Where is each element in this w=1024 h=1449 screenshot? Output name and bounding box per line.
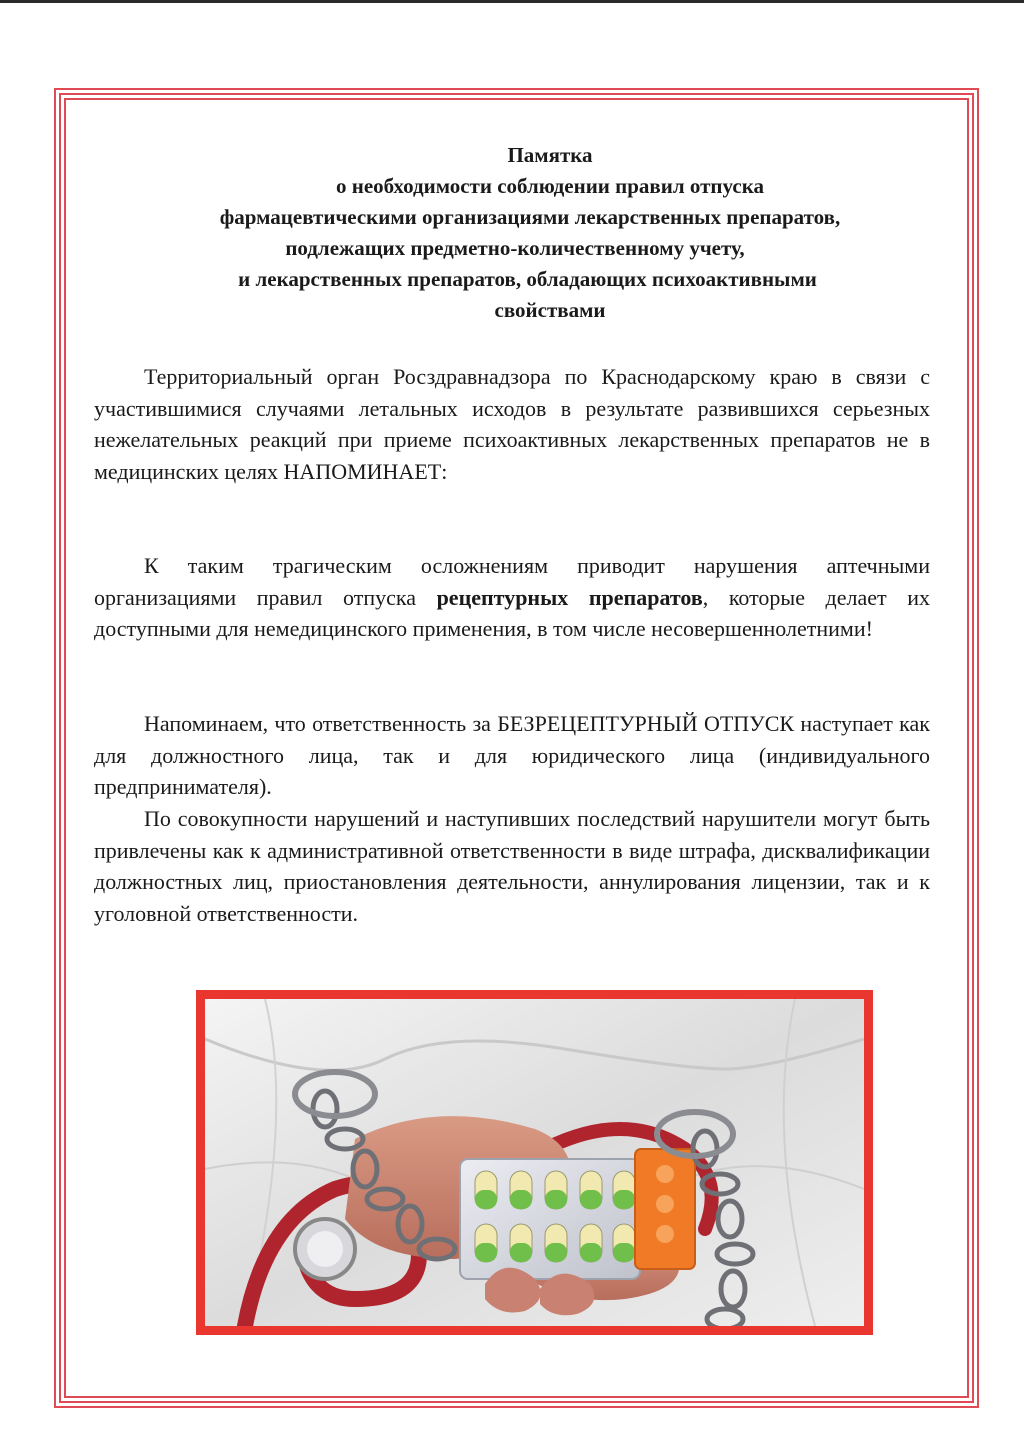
title-line-4: подлежащих предметно-количественному учету,: [285, 236, 745, 260]
paragraph-intro-text: Территориальный орган Росздравнадзора по Краснодарскому краю в связи с участившимися случаями летальных исходов в результате развившихся серьезных нежелательных реакций при приеме психоактивных лекарственных препаратов не в медицинских целях НАПОМИНАЕТ:: [94, 364, 930, 484]
title-line-6: свойствами: [494, 298, 606, 322]
paragraph-complications-text-b: , которые делает их доступными для немедицинского применения, в том числе несовершеннолетними!: [94, 584, 930, 641]
title-line-3: фармацевтическими организациями лекарственных препаратов,: [219, 205, 841, 229]
paragraph-responsibility-text: Напоминаем, что ответственность за БЕЗРЕЦЕПТУРНЫЙ ОТПУСК наступает как для должностного лица, так и для юридического лица (индивидуального предпринимателя).: [94, 711, 930, 799]
paragraph-complications-text-a: К таким трагическим осложнениям приводит нарушения аптечными организациями правил отпуска: [94, 553, 930, 610]
paragraph-intro: [94, 361, 930, 487]
memo-title: [120, 140, 980, 326]
title-line-5: и лекарственных препаратов, обладающих психоактивными: [238, 267, 817, 291]
paragraph-responsibility: [94, 708, 930, 803]
paragraph-complications: [94, 550, 930, 645]
paragraph-penalties: [94, 803, 930, 929]
scan-edge: [0, 0, 1024, 3]
title-line-1: Памятка: [507, 143, 593, 167]
handcuffed-hands-with-pills-image: [205, 999, 864, 1326]
paragraph-penalties-text: По совокупности нарушений и наступивших последствий нарушители могут быть привлечены как к административной ответственности в виде штрафа, дисквалификации должностных лиц, приостановления деятельности, аннулирования лицензии, так и к уголовной ответственности.: [94, 806, 930, 926]
paragraph-complications-bold: рецептурных препаратов: [436, 584, 703, 610]
photo-frame: [196, 990, 873, 1335]
title-line-2: о необходимости соблюдении правил отпуска: [336, 174, 764, 198]
